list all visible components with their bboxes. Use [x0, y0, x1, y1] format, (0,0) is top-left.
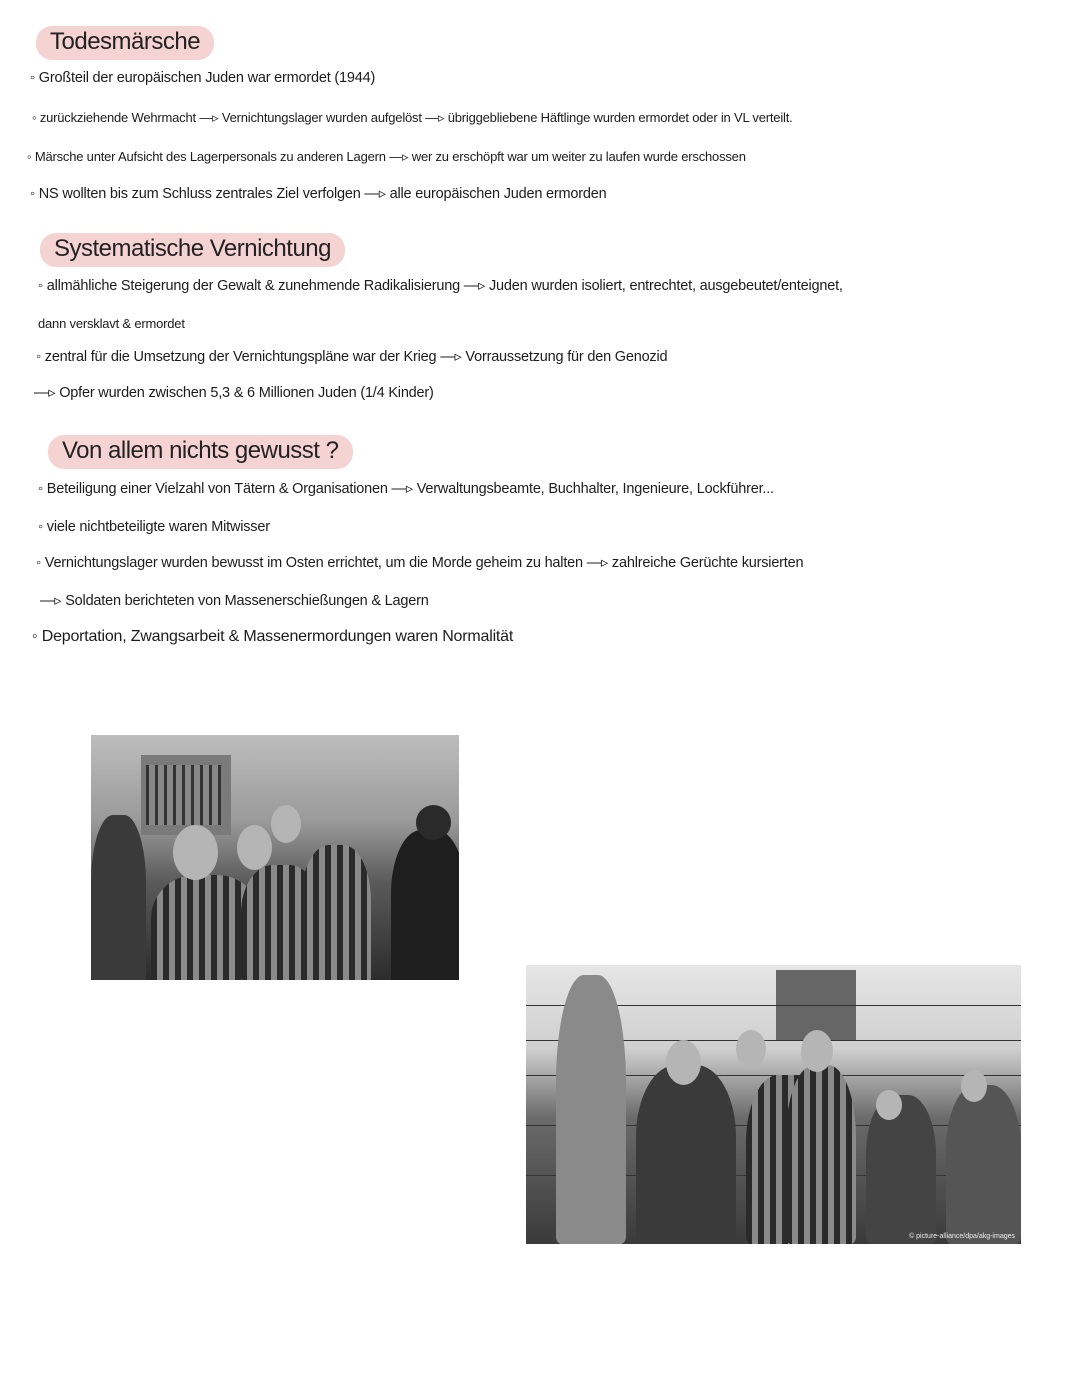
note-line: ◦ Vernichtungslager wurden bewusst im Osten errichtet, um die Morde geheim zu halten —▹ zahlreiche Gerüchte kursierten [36, 555, 804, 571]
note-line: ◦ allmähliche Steigerung der Gewalt & zunehmende Radikalisierung —▹ Juden wurden isoliert, entrechtet, ausgebeutet/enteignet, [38, 278, 843, 294]
note-line: ◦ Beteiligung einer Vielzahl von Tätern & Organisationen —▹ Verwaltungsbeamte, Buchhalter, Ingenieure, Lockführer... [38, 481, 774, 497]
note-line: ◦ NS wollten bis zum Schluss zentrales Ziel verfolgen —▹ alle europäischen Juden ermorden [30, 186, 607, 202]
photo-liberated-prisoners [526, 965, 1021, 1244]
note-line: ◦ Deportation, Zwangsarbeit & Massenermordungen waren Normalität [32, 628, 514, 645]
note-line: dann versklavt & ermordet [38, 316, 185, 331]
section-heading: Todesmärsche [36, 26, 214, 60]
note-line: ◦ Großteil der europäischen Juden war ermordet (1944) [30, 70, 376, 86]
photo-prisoners-march [91, 735, 459, 980]
section-heading: Systematische Vernichtung [40, 233, 345, 267]
section-heading: Von allem nichts gewusst ? [48, 435, 353, 469]
note-line: —▹ Soldaten berichteten von Massenerschießungen & Lagern [40, 593, 429, 609]
note-line: ◦ viele nichtbeteiligte waren Mitwisser [38, 519, 270, 535]
note-line: ◦ zentral für die Umsetzung der Vernichtungspläne war der Krieg —▹ Vorraussetzung für den Genozid [36, 349, 668, 365]
note-line: ◦ Märsche unter Aufsicht des Lagerpersonals zu anderen Lagern —▹ wer zu erschöpft war um weiter zu laufen wurde erschossen [27, 149, 746, 164]
note-line: —▹ Opfer wurden zwischen 5,3 & 6 Millionen Juden (1/4 Kinder) [34, 385, 434, 401]
photo-credit: © picture-alliance/dpa/akg-images [909, 1233, 1015, 1240]
note-line: ◦ zurückziehende Wehrmacht —▹ Vernichtungslager wurden aufgelöst —▹ übriggebliebene Häftlinge wurden ermordet oder in VL verteilt. [32, 110, 793, 125]
